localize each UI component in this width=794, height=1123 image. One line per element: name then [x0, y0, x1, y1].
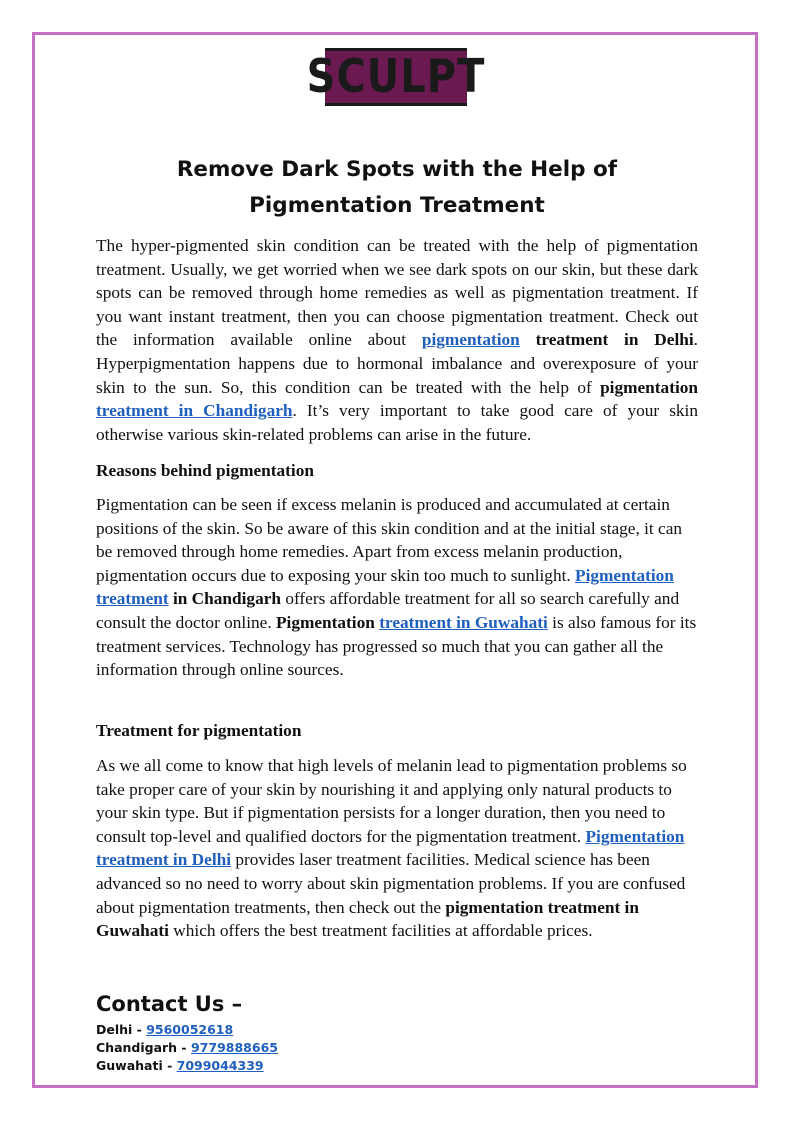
contact-line-guwahati — [96, 1058, 264, 1073]
phone-link[interactable]: 9560052618 — [146, 1022, 234, 1037]
treatment-chandigarh-link[interactable]: treatment in Chandigarh — [96, 401, 293, 421]
intro-bold-1: treatment in Delhi — [535, 330, 694, 350]
phone-link[interactable]: 9779888665 — [190, 1040, 278, 1055]
treatment-text-1: As we all come to know that high levels of melanin lead to pigmentation problems so take proper care of your skin by nourishing it and applying only natural products to your skin type. But if pigmentation persists for a longer duration, then you need to consult top-level and qualified doctors for the pigmentation treatment. — [96, 756, 687, 846]
pigmentation-treatment-delhi-link[interactable]: Pigmentation treatment in Delhi — [96, 826, 685, 870]
treatment-text-3: which offers the best treatment facilities at affordable prices. — [168, 921, 593, 941]
reasons-text-3: is also famous for its treatment services. Technology has progressed so much that you can gather all the information through online sources. — [96, 612, 697, 680]
intro-bold-2: pigmentation — [600, 377, 698, 397]
pigmentation-link[interactable]: pigmentation — [421, 330, 520, 350]
logo-text: SCULPT — [306, 50, 486, 104]
pigmentation-treatment-link[interactable]: Pigmentation treatment — [96, 565, 674, 609]
contact-title: Contact Us – — [96, 992, 243, 1016]
treatment-bold-1: pigmentation treatment in Guwahati — [96, 897, 639, 941]
contact-city: Guwahati - — [96, 1058, 177, 1073]
reasons-text-1: Pigmentation can be seen if excess melanin is produced and accumulated at certain positions of the skin. So be aware of this skin condition and at the initial stage, it can be removed through home remedies. Apart from excess melanin production, pigmentation occurs due to exposing your skin too much to sunlight. — [96, 495, 683, 585]
reasons-heading: Reasons behind pigmentation — [96, 461, 314, 480]
intro-text-1: The hyper-pigmented skin condition can be treated with the help of pigmentation treatment. Usually, we get worried when we see dark spots on our skin, but these dark spots can be removed through home remedies as well as pigmentation treatment. If you want instant treatment, then you can choose pigmentation treatment. Check out the information available online about — [96, 236, 698, 350]
sculpt-logo — [306, 48, 486, 106]
contact-line-delhi — [96, 1022, 233, 1037]
intro-text-2: . Hyperpigmentation happens due to hormonal imbalance and overexposure of your skin to the sun. So, this condition can be treated with the help of — [96, 330, 698, 397]
page-title: Remove Dark Spots with the Help of Pigmentation Treatment — [176, 157, 618, 218]
reasons-paragraph — [96, 493, 698, 682]
treatment-guwahati-link[interactable]: treatment in Guwahati — [379, 612, 548, 632]
intro-paragraph — [96, 234, 698, 446]
contact-line-chandigarh — [96, 1040, 278, 1055]
phone-link[interactable]: 7099044339 — [176, 1058, 264, 1073]
contact-city: Chandigarh - — [96, 1040, 191, 1055]
treatment-heading: Treatment for pigmentation — [96, 721, 302, 740]
intro-text-3: . It’s very important to take good care of your skin otherwise various skin-related problems can arise in the future. — [96, 401, 699, 444]
treatment-paragraph — [96, 754, 698, 943]
reasons-text-2: offers affordable treatment for all so search carefully and consult the doctor online. — [96, 589, 680, 632]
reasons-bold-2: Pigmentation — [275, 612, 375, 632]
reasons-bold-1: in Chandigarh — [168, 589, 281, 609]
treatment-text-2: provides laser treatment facilities. Medical science has been advanced so no need to worry about skin pigmentation problems. If you are confused about pigmentation treatments, then check out the — [96, 850, 686, 917]
contact-city: Delhi - — [96, 1022, 147, 1037]
